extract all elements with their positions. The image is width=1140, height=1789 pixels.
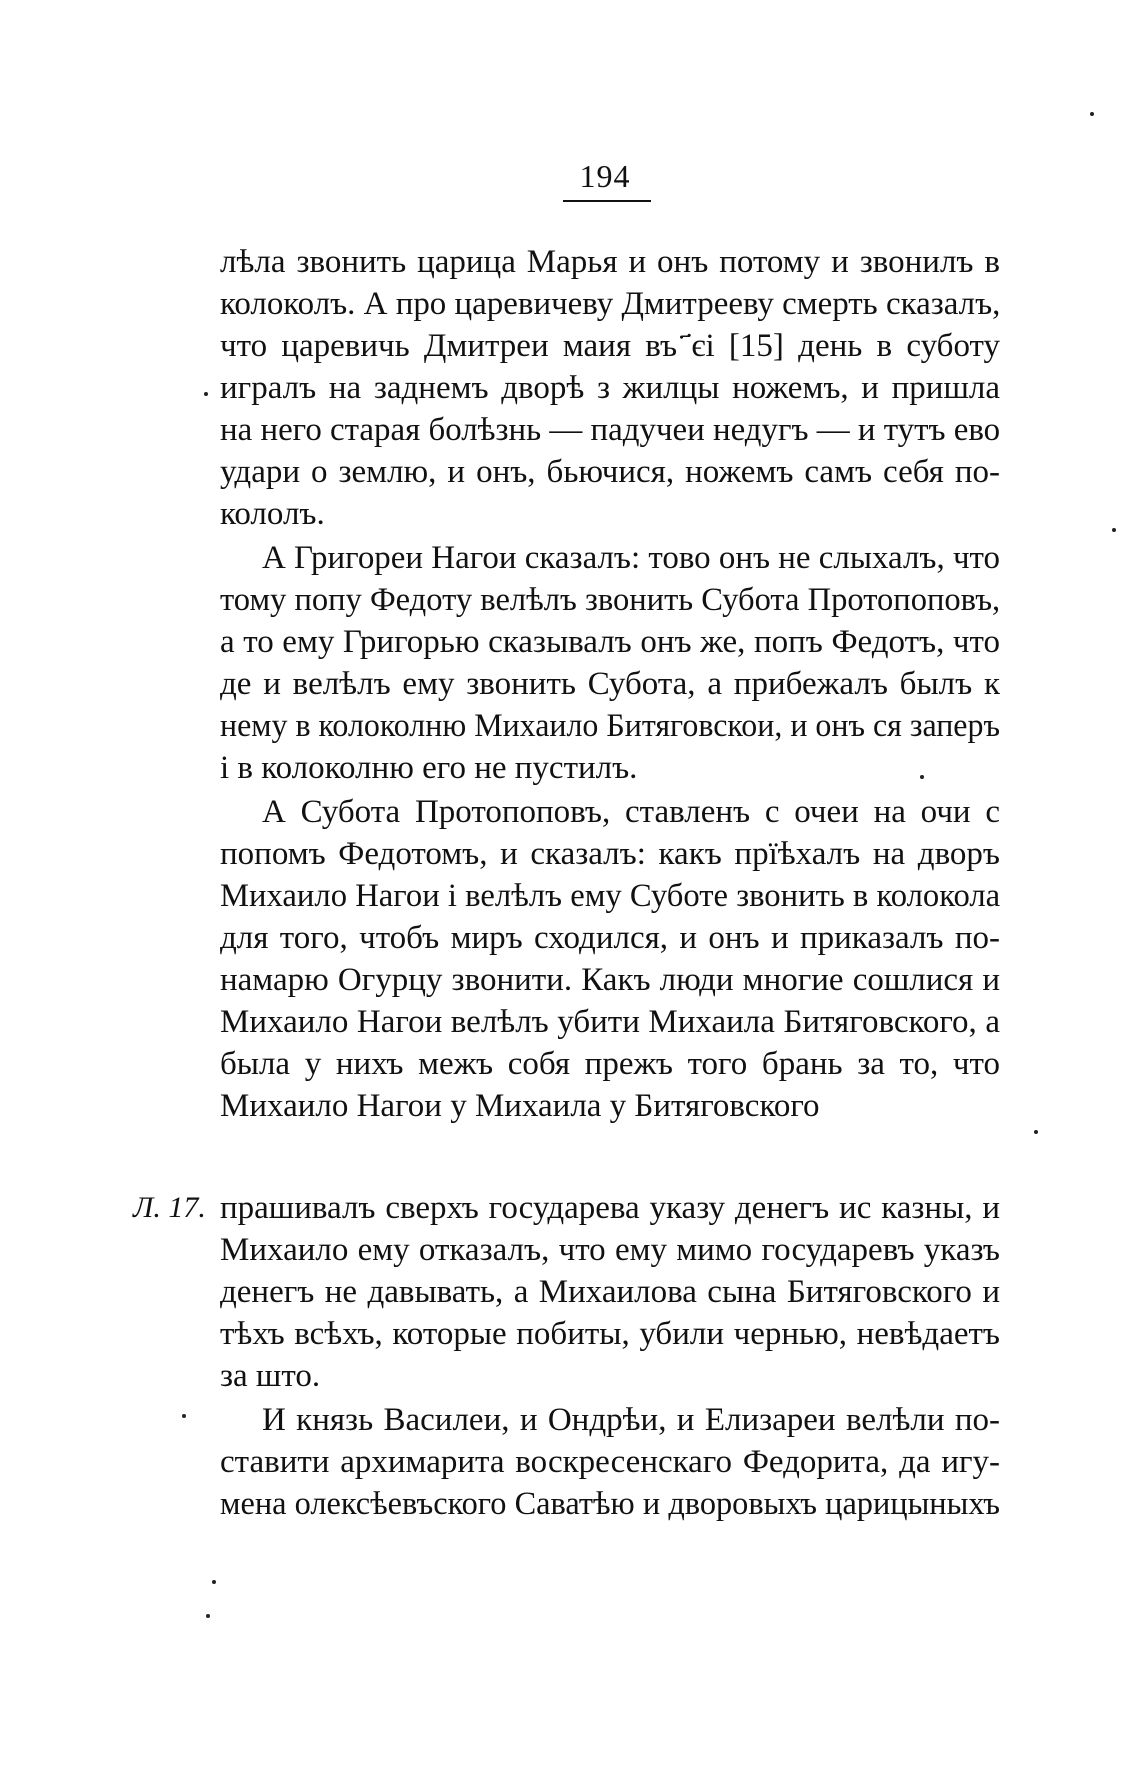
scan-speck bbox=[204, 392, 208, 396]
text-line: игралъ на заднемъ дворѣ з жилцы ножемъ, и пришла bbox=[220, 370, 1000, 406]
scan-speck bbox=[206, 1614, 210, 1618]
text-line: тѣхъ всѣхъ, которые побиты, убили чернью, невѣдаетъ bbox=[220, 1316, 1000, 1352]
text-line: Михаило Нагои у Михаила у Битяговского bbox=[220, 1088, 820, 1124]
scan-speck bbox=[1034, 1130, 1038, 1134]
margin-note: Л. 17. bbox=[133, 1191, 206, 1224]
text-line: И князь Василеи, и Ондрѣи, и Елизареи велѣли по- bbox=[262, 1402, 1000, 1438]
text-line: прашивалъ сверхъ государева указу денегъ ис казны, и bbox=[220, 1190, 1000, 1226]
text-line: денегъ не давывать, а Михаилова сына Битяговского и bbox=[220, 1274, 1000, 1310]
text-line: на него старая болѣзнь — падучеи недугъ — и тутъ ево bbox=[220, 412, 1001, 448]
text-line: А Григореи Нагои сказалъ: тово онъ не слыхалъ, что bbox=[262, 540, 1000, 576]
text-line: удари о землю, и онъ, бьючися, ножемъ самъ себя по- bbox=[220, 454, 1000, 490]
text-line: лѣла звонить царица Марья и онъ потому и звонилъ в bbox=[220, 244, 1000, 280]
text-line: Михаило Нагои велѣлъ убити Михаила Битяговского, а bbox=[220, 1004, 1000, 1040]
text-line: ставити архимарита воскресенскаго Федорита, да игу- bbox=[220, 1444, 1000, 1480]
text-line: за што. bbox=[220, 1358, 321, 1394]
text-line: колоколъ. А про царевичеву Дмитрееву смерть сказалъ, bbox=[220, 286, 1001, 322]
text-line: попомъ Федотомъ, и сказалъ: какъ прїѣхалъ на дворъ bbox=[220, 836, 1000, 872]
scan-speck bbox=[1090, 112, 1094, 116]
text-line: А Субота Протопоповъ, ставленъ с очеи на очи с bbox=[262, 794, 1000, 830]
text-line: для того, чтобъ миръ сходился, и онъ и приказалъ по- bbox=[220, 920, 1000, 956]
text-line: тому попу Федоту велѣлъ звонить Субота Протопоповъ, bbox=[220, 582, 1001, 618]
scan-speck bbox=[920, 775, 924, 779]
page-number: 194 bbox=[579, 158, 631, 194]
text-line: і в колоколню его не пустилъ. bbox=[220, 750, 638, 786]
scan-speck bbox=[182, 1414, 186, 1418]
text-line: Михаило Нагои і велѣлъ ему Суботе звонить в колокола bbox=[220, 878, 1001, 914]
page-number-rule bbox=[563, 200, 651, 202]
text-line: мена олексѣевъского Саватѣю и дворовыхъ царицыныхъ bbox=[220, 1486, 1001, 1522]
scan-speck bbox=[1112, 528, 1116, 532]
text-line: Михаило ему отказалъ, что ему мимо государевъ указъ bbox=[220, 1232, 1000, 1268]
text-line: была у нихъ межъ собя прежъ того брань за то, что bbox=[220, 1046, 1000, 1082]
scan-speck bbox=[212, 1580, 216, 1584]
text-line: нему в колоколню Михаило Битяговскои, и онъ ся заперъ bbox=[220, 708, 1000, 744]
text-line: кололъ. bbox=[220, 496, 325, 532]
text-line: а то ему Григорью сказывалъ онъ же, попъ Федотъ, что bbox=[220, 624, 1000, 660]
text-line: де и велѣлъ ему звонить Субота, а прибежалъ былъ к bbox=[220, 666, 1000, 702]
text-line: что царевичь Дмитреи маия въ ҃єі [15] день в суботу bbox=[220, 328, 1000, 364]
text-line: намарю Огурцу звонити. Какъ люди многие сошлися и bbox=[220, 962, 1000, 998]
